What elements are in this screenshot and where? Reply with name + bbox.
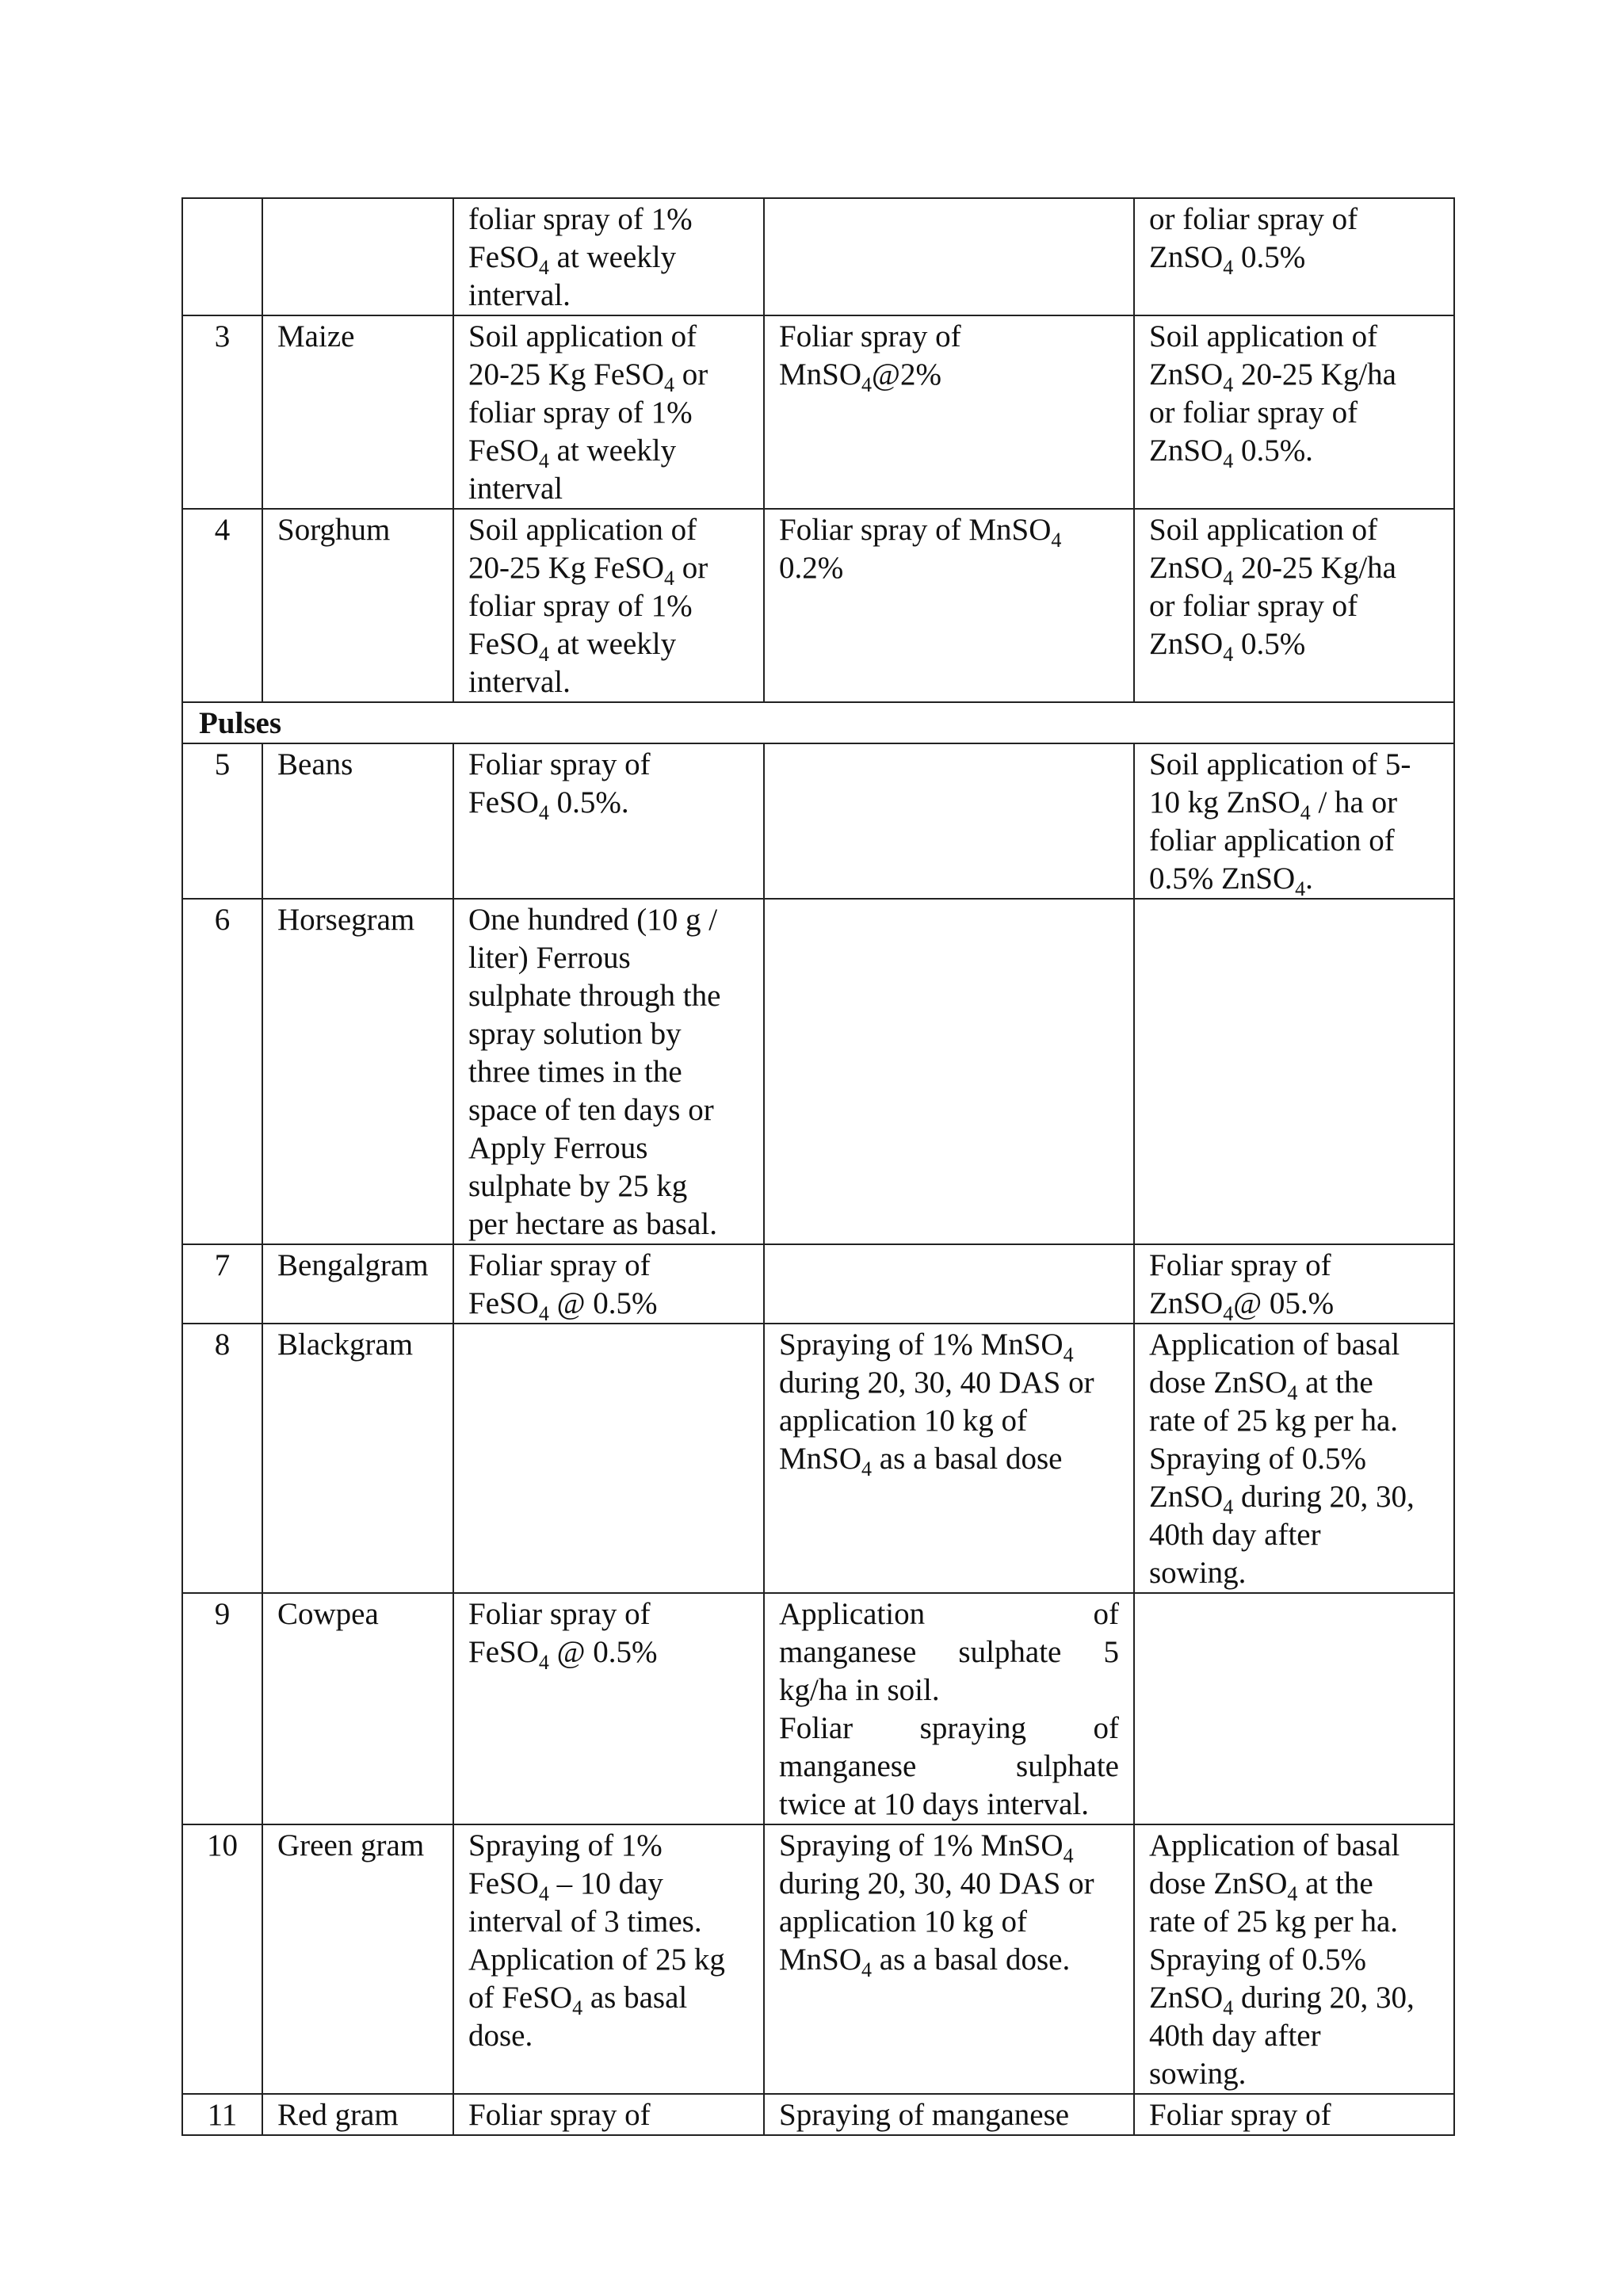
manganese-treatment [764, 2094, 1134, 2135]
micronutrient-table [181, 197, 1455, 2136]
zinc-text-line: Soil application of 5- [1149, 747, 1411, 781]
manganese-treatment [764, 899, 1134, 1244]
row-number: 7 [182, 1244, 262, 1324]
iron-text-line: interval of 3 times. [468, 1904, 702, 1939]
iron-text-line: interval [468, 472, 563, 506]
manganese-text-line: during 20, 30, 40 DAS or [779, 1866, 1094, 1901]
zinc-treatment [1134, 509, 1454, 702]
zinc-treatment [1134, 899, 1454, 1244]
iron-treatment [453, 509, 764, 702]
iron-text-line: three times in the [468, 1055, 682, 1089]
zinc-text-line: ZnSO$_4$@ 05.% [1149, 1286, 1335, 1324]
zinc-treatment [1134, 198, 1454, 315]
iron-treatment [453, 2094, 764, 2135]
iron-text-line: FeSO$_4$ at weekly [468, 627, 677, 666]
row-number [182, 198, 262, 315]
crop-name: Blackgram [262, 1324, 453, 1593]
iron-text-line: Spraying of 1% [468, 1828, 663, 1862]
manganese-text-line: MnSO$_4$@2% [779, 357, 941, 396]
zinc-treatment [1134, 315, 1454, 509]
iron-text-line: per hectare as basal. [468, 1207, 717, 1241]
row-number: 3 [182, 315, 262, 509]
row-number: 9 [182, 1593, 262, 1824]
zinc-text-line: Spraying of 0.5% [1149, 1442, 1367, 1476]
iron-text-line: interval. [468, 665, 571, 699]
crop-name: Beans [262, 743, 453, 899]
iron-text-line: FeSO$_4$ at weekly [468, 240, 677, 279]
iron-text-line: Foliar spray of [468, 2098, 651, 2132]
zinc-text-line: ZnSO$_4$ during 20, 30, [1149, 1480, 1415, 1519]
manganese-text-line: MnSO$_4$ as a basal dose. [779, 1943, 1071, 1981]
iron-text-line: sulphate through the [468, 979, 721, 1013]
iron-text-line: Soil application of [468, 513, 697, 547]
manganese-text-line: manganese sulphate [779, 1749, 1119, 1783]
iron-text-line: Foliar spray of [468, 1597, 651, 1631]
iron-text-line: Soil application of [468, 319, 697, 353]
crop-name: Red gram [262, 2094, 453, 2135]
iron-treatment [453, 1244, 764, 1324]
iron-text-line: FeSO$_4$ 0.5%. [468, 785, 629, 824]
iron-text-line: FeSO$_4$ at weekly [468, 434, 677, 472]
iron-text-line: spray solution by [468, 1017, 682, 1051]
zinc-text-line: Application of basal [1149, 1328, 1400, 1362]
iron-text-line: liter) Ferrous [468, 941, 631, 975]
iron-text-line: FeSO$_4$ – 10 day [468, 1866, 663, 1905]
zinc-text-line: Application of basal [1149, 1828, 1400, 1862]
manganese-text-line: manganese sulphate 5 [779, 1635, 1119, 1669]
table-row [182, 1244, 1454, 1324]
iron-text-line: Foliar spray of [468, 747, 651, 781]
zinc-text-line: ZnSO$_4$ 0.5% [1149, 627, 1306, 666]
crop-name: Horsegram [262, 899, 453, 1244]
iron-treatment [453, 743, 764, 899]
manganese-text-line: during 20, 30, 40 DAS or [779, 1366, 1094, 1400]
iron-treatment [453, 899, 764, 1244]
zinc-text-line: Soil application of [1149, 319, 1378, 353]
zinc-text-line: or foliar spray of [1149, 395, 1358, 430]
iron-text-line: space of ten days or [468, 1093, 714, 1127]
row-number: 10 [182, 1824, 262, 2094]
section-heading: Pulses [182, 702, 1454, 743]
iron-text-line: Apply Ferrous [468, 1131, 648, 1165]
manganese-text-line: 0.2% [779, 551, 844, 585]
iron-text-line: One hundred (10 g / [468, 903, 718, 937]
zinc-text-line: 10 kg ZnSO$_4$ / ha or [1149, 785, 1398, 824]
table-row [182, 1824, 1454, 2094]
iron-treatment [453, 1824, 764, 2094]
manganese-text-line: MnSO$_4$ as a basal dose [779, 1442, 1063, 1480]
zinc-treatment [1134, 743, 1454, 899]
manganese-text-line: Foliar spray of [779, 319, 961, 353]
manganese-treatment [764, 198, 1134, 315]
zinc-text-line: ZnSO$_4$ 0.5% [1149, 240, 1306, 279]
crop-name: Cowpea [262, 1593, 453, 1824]
iron-text-line: of FeSO$_4$ as basal [468, 1981, 688, 2019]
zinc-text-line: ZnSO$_4$ during 20, 30, [1149, 1981, 1415, 2019]
iron-treatment [453, 1593, 764, 1824]
zinc-treatment [1134, 1593, 1454, 1824]
iron-text-line: foliar spray of 1% [468, 589, 693, 623]
row-number: 5 [182, 743, 262, 899]
manganese-treatment [764, 315, 1134, 509]
zinc-text-line: foliar application of [1149, 823, 1395, 858]
manganese-treatment [764, 1824, 1134, 2094]
iron-text-line: Foliar spray of [468, 1248, 651, 1282]
zinc-treatment [1134, 2094, 1454, 2135]
manganese-text-line: Foliar spraying of [779, 1711, 1119, 1745]
zinc-text-line: 40th day after [1149, 1518, 1321, 1552]
manganese-text-line: application 10 kg of [779, 1904, 1028, 1939]
table-row [182, 899, 1454, 1244]
iron-treatment [453, 1324, 764, 1593]
manganese-treatment [764, 1593, 1134, 1824]
zinc-text-line: sowing. [1149, 2057, 1247, 2091]
iron-text-line: interval. [468, 278, 571, 312]
zinc-text-line: Foliar spray of [1149, 2098, 1331, 2132]
table-row [182, 315, 1454, 509]
zinc-text-line: ZnSO$_4$ 20-25 Kg/ha [1149, 551, 1396, 590]
section-row [182, 702, 1454, 743]
manganese-text-line: Foliar spray of MnSO$_4$ [779, 513, 1062, 552]
crop-name: Bengalgram [262, 1244, 453, 1324]
zinc-text-line: ZnSO$_4$ 0.5%. [1149, 434, 1313, 472]
row-number: 4 [182, 509, 262, 702]
crop-name: Green gram [262, 1824, 453, 2094]
manganese-text-line: kg/ha in soil. [779, 1673, 940, 1707]
manganese-treatment [764, 1244, 1134, 1324]
row-number: 8 [182, 1324, 262, 1593]
zinc-text-line: or foliar spray of [1149, 589, 1358, 623]
crop-name [262, 198, 453, 315]
zinc-text-line: Spraying of 0.5% [1149, 1943, 1367, 1977]
zinc-text-line: Soil application of [1149, 513, 1378, 547]
table-row [182, 198, 1454, 315]
manganese-treatment [764, 509, 1134, 702]
iron-text-line: 20-25 Kg FeSO$_4$ or [468, 551, 708, 590]
zinc-treatment [1134, 1244, 1454, 1324]
iron-text-line: 20-25 Kg FeSO$_4$ or [468, 357, 708, 396]
iron-treatment [453, 315, 764, 509]
manganese-text-line: Application of [779, 1597, 1119, 1631]
zinc-text-line: rate of 25 kg per ha. [1149, 1404, 1399, 1438]
manganese-treatment [764, 743, 1134, 899]
zinc-text-line: or foliar spray of [1149, 202, 1358, 236]
zinc-text-line: dose ZnSO$_4$ at the [1149, 1866, 1373, 1905]
row-number: 6 [182, 899, 262, 1244]
zinc-text-line: sowing. [1149, 1556, 1247, 1590]
iron-text-line: FeSO$_4$ @ 0.5% [468, 1635, 658, 1674]
crop-name: Sorghum [262, 509, 453, 702]
zinc-text-line: Foliar spray of [1149, 1248, 1331, 1282]
iron-treatment [453, 198, 764, 315]
table-row [182, 1593, 1454, 1824]
iron-text-line: FeSO$_4$ @ 0.5% [468, 1286, 658, 1324]
manganese-text-line: twice at 10 days interval. [779, 1787, 1089, 1821]
iron-text-line: foliar spray of 1% [468, 395, 693, 430]
zinc-treatment [1134, 1824, 1454, 2094]
table-row [182, 743, 1454, 899]
table-row [182, 2094, 1454, 2135]
zinc-text-line: 40th day after [1149, 2019, 1321, 2053]
manganese-treatment [764, 1324, 1134, 1593]
manganese-text-line: Spraying of 1% MnSO$_4$ [779, 1828, 1074, 1867]
manganese-text-line: Spraying of 1% MnSO$_4$ [779, 1328, 1074, 1366]
zinc-text-line: 0.5% ZnSO$_4$. [1149, 861, 1313, 899]
table-row [182, 1324, 1454, 1593]
zinc-text-line: ZnSO$_4$ 20-25 Kg/ha [1149, 357, 1396, 396]
zinc-text-line: rate of 25 kg per ha. [1149, 1904, 1399, 1939]
iron-text-line: Application of 25 kg [468, 1943, 725, 1977]
row-number: 11 [182, 2094, 262, 2135]
iron-text-line: foliar spray of 1% [468, 202, 693, 236]
manganese-text-line: Spraying of manganese [779, 2098, 1070, 2132]
iron-text-line: sulphate by 25 kg [468, 1169, 688, 1203]
table-row [182, 509, 1454, 702]
iron-text-line: dose. [468, 2019, 533, 2053]
zinc-treatment [1134, 1324, 1454, 1593]
zinc-text-line: dose ZnSO$_4$ at the [1149, 1366, 1373, 1404]
manganese-text-line: application 10 kg of [779, 1404, 1028, 1438]
crop-name: Maize [262, 315, 453, 509]
